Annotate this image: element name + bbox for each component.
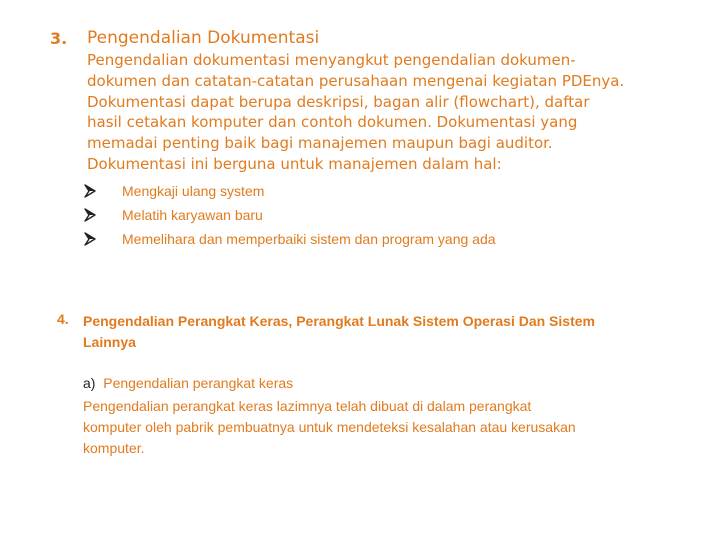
arrowhead-bullet-icon: [84, 184, 96, 198]
body-line: komputer.: [83, 440, 145, 456]
body-line: Pengendalian dokumentasi menyangkut pengendalian dokumen-: [87, 51, 576, 69]
body-line: Dokumentasi dapat berupa deskripsi, bagan alir (flowchart), daftar: [87, 92, 590, 111]
body-line: memadai penting baik bagi manajemen maupun bagi auditor.: [87, 134, 553, 153]
body-line: dokumen dan catatan-catatan perusahaan mengenai kegiatan PDEnya.: [87, 71, 625, 90]
subsection-heading: [83, 375, 293, 391]
body-line: Pengendalian perangkat keras lazimnya telah dibuat di dalam perangkat: [83, 398, 532, 414]
body-line: komputer oleh pabrik pembuatnya untuk mendeteksi kesalahan atau kerusakan: [83, 419, 576, 435]
bullet-item: [84, 182, 644, 206]
section-3-body: [87, 50, 687, 175]
section-4-body: [83, 396, 683, 459]
subsection-title: Pengendalian perangkat keras: [103, 375, 294, 391]
arrowhead-bullet-icon: [84, 208, 96, 222]
section-4-number: 4.: [57, 311, 69, 327]
title-line: Pengendalian Perangkat Keras, Perangkat Lunak Sistem Operasi Dan Sistem: [83, 313, 595, 329]
bullet-text: Melatih karyawan baru: [122, 207, 263, 223]
subsection-letter: a): [83, 375, 96, 391]
arrowhead-bullet-icon: [84, 232, 96, 246]
body-line: hasil cetakan komputer dan contoh dokumen. Dokumentasi yang: [87, 113, 578, 132]
bullet-list: [84, 182, 644, 254]
bullet-item: [84, 230, 644, 254]
body-line: Dokumentasi ini berguna untuk manajemen dalam hal:: [87, 154, 502, 173]
bullet-text: Memelihara dan memperbaiki sistem dan program yang ada: [122, 231, 496, 247]
section-3-title: Pengendalian Dokumentasi: [87, 28, 320, 48]
section-3-number: 3.: [50, 29, 68, 48]
bullet-item: [84, 206, 644, 230]
bullet-text: Mengkaji ulang system: [122, 183, 265, 199]
section-4-title: [83, 311, 683, 353]
title-line: Lainnya: [83, 334, 136, 350]
